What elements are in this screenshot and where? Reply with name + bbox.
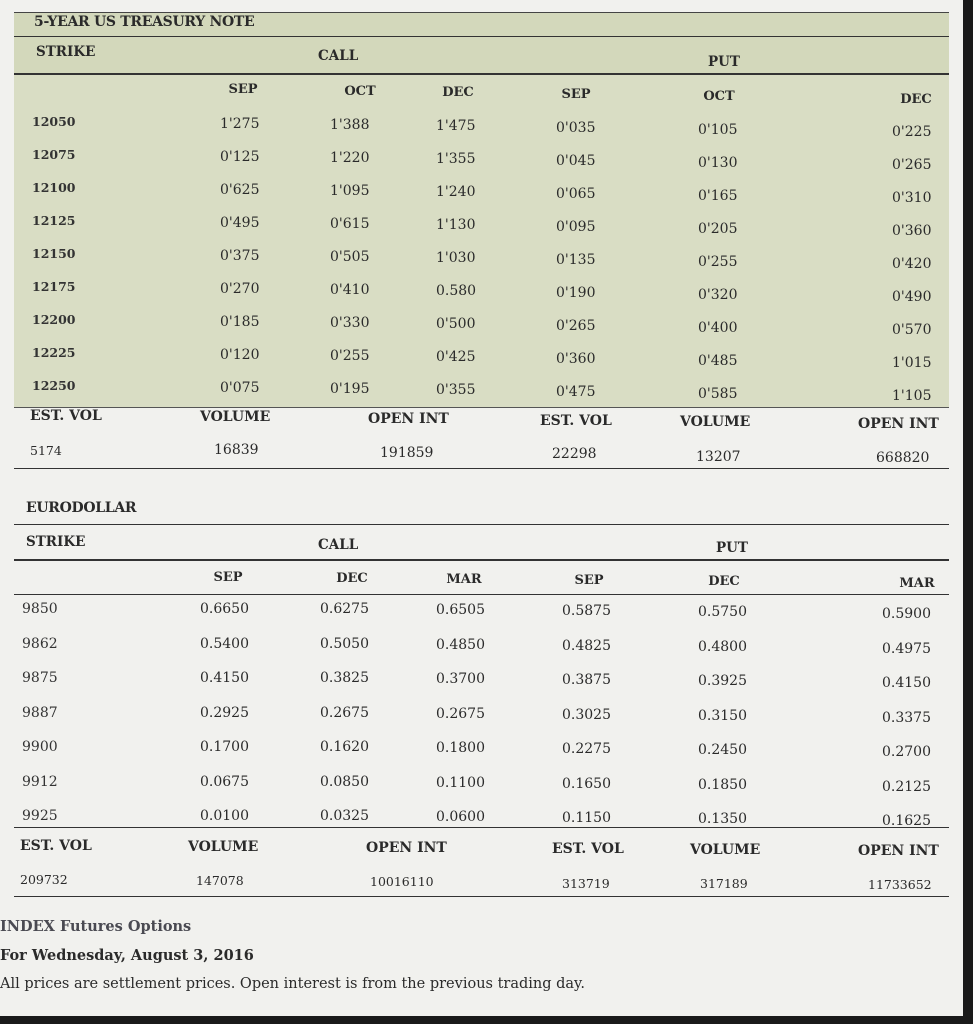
eurodollar-summary-value: 10016110 — [370, 874, 434, 889]
eurodollar-value-cell: 0.1700 — [200, 739, 249, 755]
treasury-value-cell: 0'165 — [698, 188, 738, 204]
treasury-value-cell: 1'095 — [330, 183, 370, 199]
eurodollar-strike: 9862 — [22, 635, 58, 652]
eurodollar-value-cell: 0.5050 — [320, 635, 369, 652]
treasury-value-cell: 0'035 — [556, 120, 596, 136]
eurodollar-value-cell: 0.5400 — [200, 635, 249, 652]
eurodollar-value-cell: 0.1625 — [882, 813, 931, 829]
treasury-value-cell: 0'255 — [330, 348, 370, 364]
eurodollar-summary-label: VOLUME — [188, 839, 259, 855]
eurodollar-month-rule — [14, 594, 949, 595]
eurodollar-summary-value: 147078 — [196, 873, 244, 888]
treasury-strike: 12200 — [32, 312, 76, 327]
eurodollar-value-cell: 0.1850 — [698, 776, 747, 793]
eurodollar-value-cell: 0.5875 — [562, 603, 611, 619]
treasury-strike: 12150 — [32, 246, 76, 261]
treasury-value-cell: 0'410 — [330, 282, 370, 298]
eurodollar-summary-label: VOLUME — [690, 842, 761, 858]
eurodollar-value-cell: 0.6505 — [436, 602, 485, 618]
treasury-value-cell: 0'105 — [698, 122, 738, 138]
eurodollar-value-cell: 0.1100 — [436, 774, 485, 791]
treasury-value-cell: 0'310 — [892, 190, 932, 206]
eurodollar-value-cell: 0.0850 — [320, 773, 369, 790]
treasury-value-cell: 0'400 — [698, 320, 738, 336]
eurodollar-value-cell: 0.3025 — [562, 706, 611, 723]
treasury-value-cell: 0'130 — [698, 155, 738, 171]
treasury-value-cell: 0'095 — [556, 219, 596, 235]
treasury-value-cell: 0'360 — [892, 223, 932, 239]
treasury-value-cell: 0'225 — [892, 124, 932, 140]
treasury-value-cell: 0'485 — [698, 353, 738, 369]
treasury-call-label: CALL — [318, 48, 359, 64]
treasury-value-cell: 1'015 — [892, 355, 932, 371]
treasury-summary-value: 5174 — [30, 443, 62, 458]
treasury-value-cell: 0'075 — [220, 380, 260, 396]
treasury-value-cell: 1'475 — [436, 118, 476, 134]
treasury-value-cell: 0'120 — [220, 347, 260, 363]
eurodollar-value-cell: 0.1150 — [562, 810, 611, 826]
eurodollar-value-cell: 0.3875 — [562, 672, 611, 688]
treasury-value-cell: 0'330 — [330, 315, 370, 331]
eurodollar-month: DEC — [708, 574, 740, 589]
eurodollar-value-cell: 0.3925 — [698, 673, 747, 689]
treasury-summary-value: 16839 — [214, 442, 259, 458]
eurodollar-strike: 9912 — [22, 773, 58, 790]
eurodollar-value-cell: 0.3825 — [320, 670, 369, 686]
treasury-value-cell: 0'490 — [892, 289, 932, 305]
treasury-value-cell: 0'505 — [330, 249, 370, 265]
treasury-summary-label: OPEN INT — [368, 411, 449, 427]
eurodollar-value-cell: 0.0325 — [320, 808, 369, 824]
eurodollar-value-cell: 0.0600 — [436, 809, 485, 825]
treasury-summary-label: VOLUME — [200, 409, 271, 425]
eurodollar-summary-label: OPEN INT — [858, 843, 939, 859]
eurodollar-value-cell: 0.3375 — [882, 709, 931, 726]
treasury-summary-label: VOLUME — [680, 414, 751, 430]
treasury-value-cell: 0'425 — [436, 349, 476, 365]
eurodollar-month: MAR — [446, 572, 482, 587]
eurodollar-call-label: CALL — [318, 537, 359, 553]
eurodollar-put-label: PUT — [716, 540, 748, 556]
eurodollar-summary-label: EST. VOL — [552, 841, 624, 857]
footer-heading: INDEX Futures Options — [0, 918, 192, 935]
treasury-value-cell: 1'240 — [436, 184, 476, 200]
treasury-month: OCT — [703, 89, 735, 104]
treasury-strike: 12175 — [32, 279, 76, 294]
treasury-value-cell: 1'105 — [892, 388, 932, 404]
treasury-value-cell: 0'255 — [698, 254, 738, 270]
eurodollar-value-cell: 0.1620 — [320, 739, 369, 755]
eurodollar-bottom-rule — [14, 896, 949, 897]
treasury-value-cell: 0'185 — [220, 314, 260, 330]
treasury-title-rule — [14, 36, 949, 37]
eurodollar-value-cell: 0.1650 — [562, 775, 611, 792]
treasury-value-cell: 0'500 — [436, 316, 476, 332]
treasury-month: DEC — [900, 92, 932, 107]
eurodollar-value-cell: 0.5900 — [882, 606, 931, 622]
eurodollar-value-cell: 0.1350 — [698, 811, 747, 827]
treasury-summary-value: 668820 — [876, 450, 930, 466]
treasury-month: OCT — [344, 84, 376, 99]
treasury-strike: 12250 — [32, 378, 76, 393]
treasury-value-cell: 1'030 — [436, 250, 476, 266]
footer-note: All prices are settlement prices. Open interest is from the previous trading day. — [0, 976, 585, 992]
treasury-value-cell: 0'135 — [556, 252, 596, 268]
eurodollar-strike: 9887 — [22, 704, 58, 721]
treasury-value-cell: 1'220 — [330, 150, 370, 166]
footer-date: For Wednesday, August 3, 2016 — [0, 947, 254, 964]
eurodollar-summary-value: 317189 — [700, 876, 748, 891]
treasury-strike: 12100 — [32, 180, 76, 195]
treasury-value-cell: 0'320 — [698, 287, 738, 303]
treasury-strike-label: STRIKE — [36, 44, 96, 60]
treasury-value-cell: 0'045 — [556, 153, 596, 169]
treasury-value-cell: 0'065 — [556, 186, 596, 202]
treasury-value-cell: 0'625 — [220, 182, 260, 198]
eurodollar-strike: 9850 — [22, 601, 58, 617]
eurodollar-value-cell: 0.6275 — [320, 601, 369, 617]
eurodollar-strike: 9900 — [22, 739, 58, 755]
eurodollar-strike: 9925 — [22, 808, 58, 824]
treasury-summary-value: 191859 — [380, 445, 434, 461]
eurodollar-value-cell: 0.2675 — [436, 705, 485, 722]
eurodollar-header-rule — [14, 559, 949, 561]
treasury-value-cell: 0'615 — [330, 216, 370, 232]
eurodollar-value-cell: 0.1800 — [436, 740, 485, 756]
treasury-month: SEP — [228, 82, 258, 97]
treasury-strike: 12075 — [32, 147, 76, 162]
treasury-table-band — [14, 74, 949, 408]
eurodollar-month: SEP — [213, 570, 243, 585]
eurodollar-title-rule — [14, 524, 949, 525]
treasury-summary-value: 13207 — [696, 449, 741, 465]
treasury-value-cell: 0'585 — [698, 386, 738, 402]
eurodollar-value-cell: 0.4150 — [200, 670, 249, 686]
eurodollar-summary-label: OPEN INT — [366, 840, 447, 856]
treasury-value-cell: 0'125 — [220, 149, 260, 165]
treasury-value-cell: 0'420 — [892, 256, 932, 272]
treasury-value-cell: 0'360 — [556, 351, 596, 367]
treasury-value-cell: 0'570 — [892, 322, 932, 338]
treasury-value-cell: 1'388 — [330, 117, 370, 133]
eurodollar-strike-label: STRIKE — [26, 534, 86, 550]
eurodollar-value-cell: 0.4850 — [436, 636, 485, 653]
treasury-value-cell: 0'265 — [556, 318, 596, 334]
treasury-month: SEP — [561, 87, 591, 102]
treasury-value-cell: 0'190 — [556, 285, 596, 301]
eurodollar-month: MAR — [899, 576, 935, 591]
treasury-strike: 12050 — [32, 114, 76, 129]
treasury-put-label: PUT — [708, 54, 740, 70]
eurodollar-value-cell: 0.3700 — [436, 671, 485, 687]
eurodollar-value-cell: 0.2700 — [882, 744, 931, 760]
treasury-title: 5-YEAR US TREASURY NOTE — [34, 14, 255, 30]
treasury-value-cell: 1'275 — [220, 116, 260, 132]
eurodollar-month: SEP — [574, 573, 604, 588]
treasury-bottom-rule — [14, 468, 949, 469]
treasury-value-cell: 0'375 — [220, 248, 260, 264]
treasury-summary-label: EST. VOL — [540, 413, 612, 429]
eurodollar-strike: 9875 — [22, 670, 58, 686]
eurodollar-value-cell: 0.4800 — [698, 638, 747, 655]
eurodollar-month: DEC — [336, 571, 368, 586]
treasury-value-cell: 1'130 — [436, 217, 476, 233]
treasury-strike: 12225 — [32, 345, 76, 360]
eurodollar-title: EURODOLLAR — [26, 500, 137, 516]
treasury-value-cell: 0'265 — [892, 157, 932, 173]
treasury-strike: 12125 — [32, 213, 76, 228]
eurodollar-summary-value: 313719 — [562, 876, 610, 891]
treasury-value-cell: 0'195 — [330, 381, 370, 397]
treasury-value-cell: 0'270 — [220, 281, 260, 297]
eurodollar-summary-rule — [14, 827, 949, 828]
eurodollar-value-cell: 0.6650 — [200, 601, 249, 617]
treasury-summary-label: OPEN INT — [858, 416, 939, 432]
eurodollar-value-cell: 0.2925 — [200, 704, 249, 721]
treasury-value-cell: 0'475 — [556, 384, 596, 400]
eurodollar-value-cell: 0.0675 — [200, 773, 249, 790]
treasury-value-cell: 0'495 — [220, 215, 260, 231]
eurodollar-value-cell: 0.2450 — [698, 742, 747, 758]
eurodollar-value-cell: 0.2675 — [320, 704, 369, 721]
treasury-value-cell: 0'355 — [436, 382, 476, 398]
eurodollar-summary-label: EST. VOL — [20, 838, 92, 854]
eurodollar-summary-value: 11733652 — [868, 877, 932, 892]
treasury-summary-value: 22298 — [552, 446, 597, 462]
eurodollar-value-cell: 0.4150 — [882, 675, 931, 691]
eurodollar-value-cell: 0.2125 — [882, 778, 931, 795]
eurodollar-value-cell: 0.5750 — [698, 604, 747, 620]
treasury-value-cell: 1'355 — [436, 151, 476, 167]
eurodollar-summary-value: 209732 — [20, 872, 68, 887]
treasury-summary-label: EST. VOL — [30, 408, 102, 424]
eurodollar-value-cell: 0.3150 — [698, 707, 747, 724]
eurodollar-value-cell: 0.2275 — [562, 741, 611, 757]
treasury-value-cell: 0.580 — [436, 283, 477, 299]
treasury-value-cell: 0'205 — [698, 221, 738, 237]
eurodollar-value-cell: 0.4825 — [562, 637, 611, 654]
eurodollar-value-cell: 0.0100 — [200, 808, 249, 824]
eurodollar-value-cell: 0.4975 — [882, 640, 931, 657]
treasury-month: DEC — [442, 85, 474, 100]
